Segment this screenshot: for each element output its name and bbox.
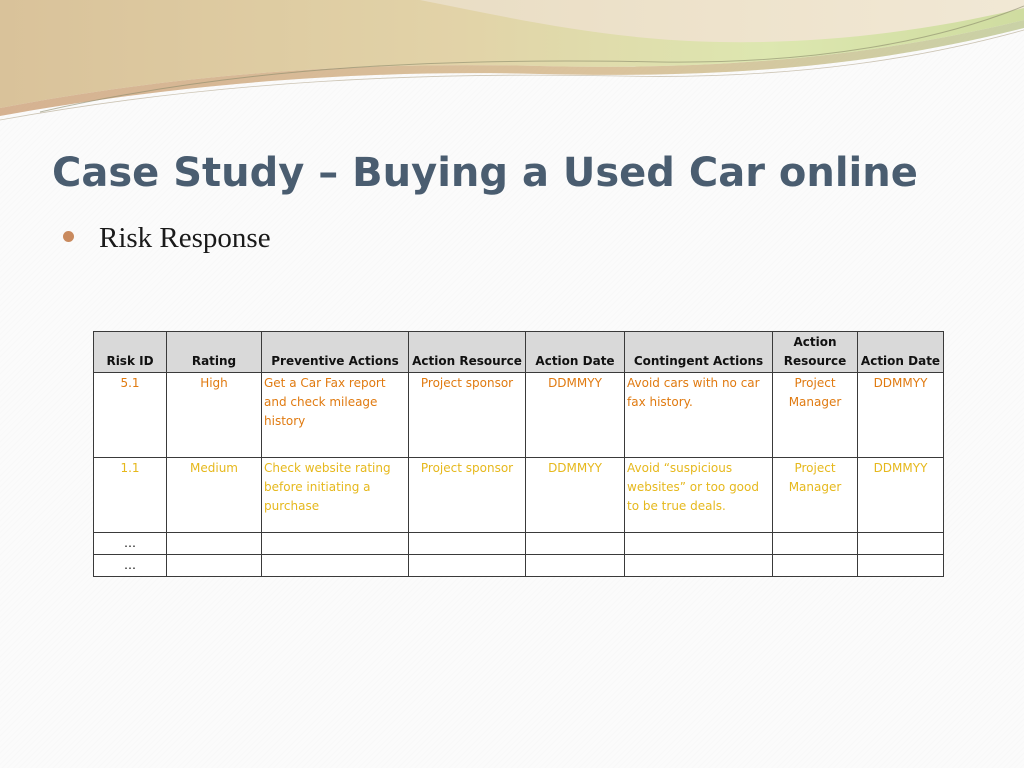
empty-cell	[526, 555, 625, 577]
table-row-ellipsis	[94, 555, 944, 577]
cell-action-resource: Project sponsor	[409, 458, 526, 533]
empty-cell	[526, 533, 625, 555]
cell-contingent-actions: Avoid “suspicious websites” or too good to be true deals.	[625, 458, 773, 533]
cell-preventive-actions: Get a Car Fax report and check mileage history	[262, 373, 409, 458]
cell-action-resource: Project sponsor	[409, 373, 526, 458]
cell-ellipsis: …	[94, 555, 167, 577]
cell-contingent-actions: Avoid cars with no car fax history.	[625, 373, 773, 458]
cell-risk-id: 5.1	[94, 373, 167, 458]
cell-risk-id: 1.1	[94, 458, 167, 533]
cell-rating: Medium	[167, 458, 262, 533]
empty-cell	[167, 533, 262, 555]
table-header-row	[94, 332, 944, 373]
cell-action-resource-2: Project Manager	[773, 458, 858, 533]
empty-cell	[625, 555, 773, 577]
cell-ellipsis: …	[94, 533, 167, 555]
header-risk-id: Risk ID	[94, 332, 167, 373]
empty-cell	[262, 533, 409, 555]
empty-cell	[773, 555, 858, 577]
header-action-date-2: Action Date	[858, 332, 944, 373]
header-contingent-actions: Contingent Actions	[625, 332, 773, 373]
cell-action-date-2: DDMMYY	[858, 373, 944, 458]
cell-preventive-actions: Check website rating before initiating a purchase	[262, 458, 409, 533]
empty-cell	[262, 555, 409, 577]
cell-action-date: DDMMYY	[526, 458, 625, 533]
page-title: Case Study – Buying a Used Car online	[52, 150, 918, 196]
table-row	[94, 458, 944, 533]
empty-cell	[858, 533, 944, 555]
header-swoosh-decoration	[0, 0, 1024, 130]
cell-action-date-2: DDMMYY	[858, 458, 944, 533]
risk-response-table	[93, 331, 944, 577]
cell-rating: High	[167, 373, 262, 458]
bullet-item	[63, 218, 271, 258]
empty-cell	[167, 555, 262, 577]
bullet-text: Risk Response	[99, 222, 271, 254]
empty-cell	[858, 555, 944, 577]
cell-action-date: DDMMYY	[526, 373, 625, 458]
header-action-resource: Action Resource	[409, 332, 526, 373]
table-row	[94, 373, 944, 458]
bullet-dot-icon	[63, 231, 74, 242]
empty-cell	[625, 533, 773, 555]
empty-cell	[773, 533, 858, 555]
table-row-ellipsis	[94, 533, 944, 555]
header-action-date: Action Date	[526, 332, 625, 373]
empty-cell	[409, 555, 526, 577]
header-rating: Rating	[167, 332, 262, 373]
empty-cell	[409, 533, 526, 555]
header-preventive-actions: Preventive Actions	[262, 332, 409, 373]
cell-action-resource-2: Project Manager	[773, 373, 858, 458]
header-action-resource-2: Action Resource	[773, 332, 858, 373]
